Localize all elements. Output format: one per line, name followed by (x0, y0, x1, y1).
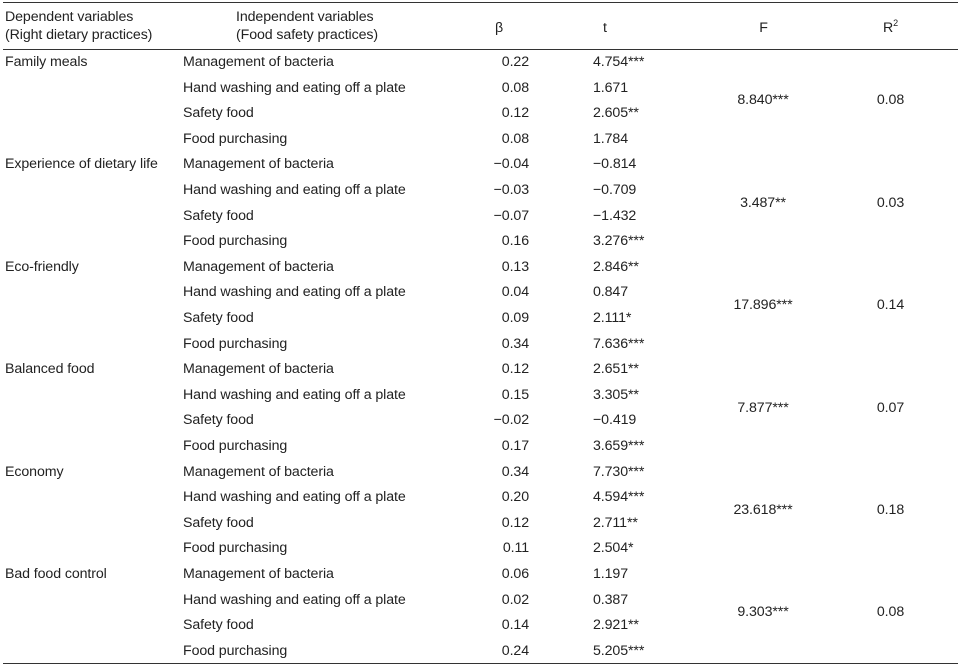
header-dependent-line2: (Right dietary practices) (5, 27, 153, 43)
r2-value: 0.07 (876, 399, 905, 416)
header-bottom-rule (3, 49, 958, 50)
independent-variable-label: Food purchasing (183, 438, 288, 454)
header-r2-base: R (882, 20, 894, 36)
header-dependent (5, 8, 152, 44)
beta-value: 0.02 (501, 591, 529, 608)
dependent-variable-label: Economy (5, 463, 64, 480)
beta-value: 0.08 (501, 130, 529, 147)
header-independent-line1: Independent variables (236, 9, 374, 25)
beta-value: 0.04 (501, 284, 529, 301)
beta-value: 0.06 (501, 566, 529, 582)
t-value: 2.651** (593, 361, 639, 378)
r2-value: 0.03 (876, 194, 905, 211)
beta-value: −0.07 (493, 207, 529, 224)
independent-variable-label: Safety food (183, 310, 254, 326)
f-value: 7.877*** (737, 399, 789, 416)
table-bottom-rule (3, 663, 958, 664)
t-value: 3.276*** (593, 233, 645, 250)
beta-value: −0.04 (493, 156, 529, 173)
beta-value: 0.15 (501, 386, 529, 403)
header-t: t (603, 20, 607, 36)
independent-variable-label: Safety food (183, 207, 254, 224)
f-value: 23.618*** (733, 502, 793, 518)
beta-value: 0.12 (501, 105, 529, 122)
t-value: 7.636*** (593, 335, 645, 352)
independent-variable-label: Management of bacteria (183, 156, 334, 173)
r2-value: 0.08 (876, 604, 905, 621)
independent-variable-label: Management of bacteria (183, 361, 334, 378)
beta-value: 0.14 (501, 617, 529, 634)
header-r2-sup: 2 (893, 18, 899, 28)
t-value: 2.711** (593, 514, 638, 531)
t-value: 4.594*** (593, 489, 645, 506)
regression-table (3, 2, 958, 664)
table-top-rule (3, 2, 958, 3)
beta-value: 0.09 (501, 310, 529, 326)
t-value: 1.197 (593, 566, 629, 582)
f-value: 17.896*** (733, 297, 793, 314)
dependent-variable-label: Experience of dietary life (5, 156, 158, 173)
independent-variable-label: Management of bacteria (183, 54, 334, 70)
beta-value: −0.02 (493, 412, 529, 429)
beta-value: 0.08 (501, 79, 529, 96)
beta-value: 0.34 (501, 463, 529, 480)
beta-value: −0.03 (493, 182, 529, 198)
independent-variable-label: Hand washing and eating off a plate (183, 386, 406, 403)
beta-value: 0.17 (501, 438, 529, 454)
t-value: −1.432 (593, 207, 637, 224)
beta-value: 0.13 (501, 258, 529, 275)
independent-variable-label: Food purchasing (183, 642, 288, 659)
t-value: 1.784 (593, 130, 629, 147)
independent-variable-label: Management of bacteria (183, 258, 334, 275)
header-beta: β (494, 20, 504, 36)
r2-value: 0.18 (876, 502, 905, 518)
t-value: 0.847 (593, 284, 629, 301)
independent-variable-label: Food purchasing (183, 335, 288, 352)
independent-variable-label: Safety food (183, 412, 254, 429)
independent-variable-label: Food purchasing (183, 540, 288, 557)
f-value: 3.487** (740, 194, 786, 211)
independent-variable-label: Food purchasing (183, 233, 288, 250)
independent-variable-label: Hand washing and eating off a plate (183, 591, 406, 608)
independent-variable-label: Hand washing and eating off a plate (183, 182, 406, 198)
beta-value: 0.34 (501, 335, 529, 352)
t-value: 4.754*** (593, 54, 645, 70)
independent-variable-label: Hand washing and eating off a plate (183, 489, 406, 506)
t-value: 2.921** (593, 617, 639, 634)
t-value: 2.504* (593, 540, 634, 557)
r2-value: 0.08 (876, 92, 905, 109)
dependent-variable-label: Balanced food (5, 361, 95, 378)
t-value: 7.730*** (593, 463, 645, 480)
t-value: −0.814 (593, 156, 637, 173)
t-value: 2.605** (593, 105, 639, 122)
independent-variable-label: Management of bacteria (183, 463, 334, 480)
t-value: 0.387 (593, 591, 629, 608)
dependent-variable-label: Bad food control (5, 566, 107, 582)
beta-value: 0.22 (501, 54, 529, 70)
dependent-variable-label: Eco-friendly (5, 258, 79, 275)
independent-variable-label: Hand washing and eating off a plate (183, 284, 406, 301)
t-value: 2.111* (593, 310, 632, 326)
beta-value: 0.24 (501, 642, 529, 659)
t-value: 1.671 (593, 79, 629, 96)
header-independent-line2: (Food safety practices) (236, 27, 378, 43)
independent-variable-label: Hand washing and eating off a plate (183, 79, 406, 96)
t-value: 3.305** (593, 386, 639, 403)
t-value: 2.846** (593, 258, 639, 275)
beta-value: 0.11 (502, 540, 529, 557)
beta-value: 0.12 (501, 361, 529, 378)
header-r2 (823, 19, 958, 37)
independent-variable-label: Safety food (183, 514, 254, 531)
header-f: F (759, 20, 768, 36)
beta-value: 0.20 (501, 489, 529, 506)
independent-variable-label: Management of bacteria (183, 566, 334, 582)
beta-value: 0.12 (501, 514, 529, 531)
t-value: −0.419 (593, 412, 637, 429)
f-value: 8.840*** (737, 92, 789, 109)
t-value: 5.205*** (593, 642, 645, 659)
t-value: −0.709 (593, 182, 637, 198)
independent-variable-label: Safety food (183, 617, 254, 634)
dependent-variable-label: Family meals (5, 54, 88, 70)
f-value: 9.303*** (737, 604, 789, 621)
independent-variable-label: Food purchasing (183, 130, 288, 147)
independent-variable-label: Safety food (183, 105, 254, 122)
header-dependent-line1: Dependent variables (5, 9, 134, 25)
header-independent (236, 8, 378, 44)
r2-value: 0.14 (876, 297, 905, 314)
t-value: 3.659*** (593, 438, 645, 454)
beta-value: 0.16 (501, 233, 529, 250)
